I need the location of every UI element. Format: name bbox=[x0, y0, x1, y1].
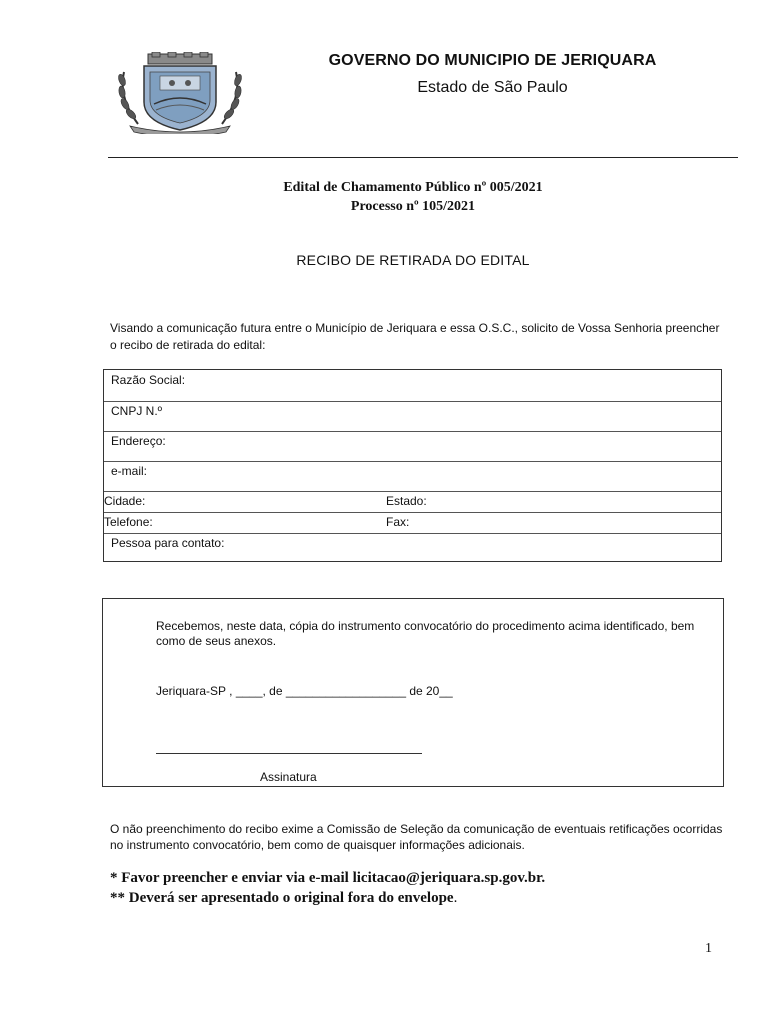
form-row-cnpj[interactable] bbox=[104, 401, 721, 431]
document-title: RECIBO DE RETIRADA DO EDITAL bbox=[296, 252, 530, 268]
state-subtitle: Estado de São Paulo bbox=[417, 79, 568, 96]
fax-label: Fax: bbox=[386, 515, 410, 529]
cnpj-label: CNPJ N.º bbox=[111, 404, 163, 418]
processo-number: Processo nº 105/2021 bbox=[350, 199, 476, 214]
email-instruction: * Favor preencher e enviar via e-mail licitacao@jeriquara.sp.gov.br. bbox=[110, 870, 546, 886]
form-row-telefone-fax[interactable] bbox=[104, 512, 721, 533]
date-line[interactable]: Jeriquara-SP , ____, de __________________ de 20__ bbox=[156, 684, 453, 698]
original-instruction-period: . bbox=[453, 890, 458, 906]
municipal-crest-icon bbox=[116, 52, 244, 134]
receipt-statement: Recebemos, neste data, cópia do instrumento convocatório do procedimento acima identificado, bem como de seus anexos. bbox=[156, 619, 695, 648]
estado-label: Estado: bbox=[386, 494, 427, 508]
email-label: e-mail: bbox=[111, 464, 148, 478]
original-instruction bbox=[110, 890, 457, 907]
form-row-pessoa-contato[interactable] bbox=[104, 533, 721, 561]
form-row-razao-social[interactable] bbox=[104, 370, 721, 401]
form-row-cidade-estado[interactable] bbox=[104, 491, 721, 512]
header-divider bbox=[108, 157, 738, 158]
notice-paragraph: O não preenchimento do recibo exime a Comissão de Seleção da comunicação de eventuais retificações ocorridas no instrumento convocatório, bem como de quaisquer informações adicionais. bbox=[110, 822, 723, 852]
receipt-box bbox=[102, 598, 724, 787]
pessoa-contato-label: Pessoa para contato: bbox=[111, 536, 225, 550]
intro-paragraph: Visando a comunicação futura entre o Município de Jeriquara e essa O.S.C., solicito de Vossa Senhoria preencher o recibo de retirada do edital: bbox=[110, 321, 720, 352]
page-number: 1 bbox=[705, 941, 712, 956]
cidade-label: Cidade: bbox=[104, 494, 146, 508]
original-instruction-text: ** Deverá ser apresentado o original fora do envelope bbox=[110, 890, 454, 906]
endereco-label: Endereço: bbox=[111, 434, 166, 448]
edital-number: Edital de Chamamento Público nº 005/2021 bbox=[283, 180, 543, 195]
government-title: GOVERNO DO MUNICIPIO DE JERIQUARA bbox=[328, 52, 657, 69]
form-row-email[interactable] bbox=[104, 461, 721, 491]
form-table bbox=[103, 369, 722, 562]
telefone-label: Telefone: bbox=[104, 515, 153, 529]
form-row-endereco[interactable] bbox=[104, 431, 721, 461]
razao-social-label: Razão Social: bbox=[111, 373, 186, 387]
signature-line[interactable] bbox=[156, 753, 422, 754]
signature-label: Assinatura bbox=[260, 770, 317, 784]
